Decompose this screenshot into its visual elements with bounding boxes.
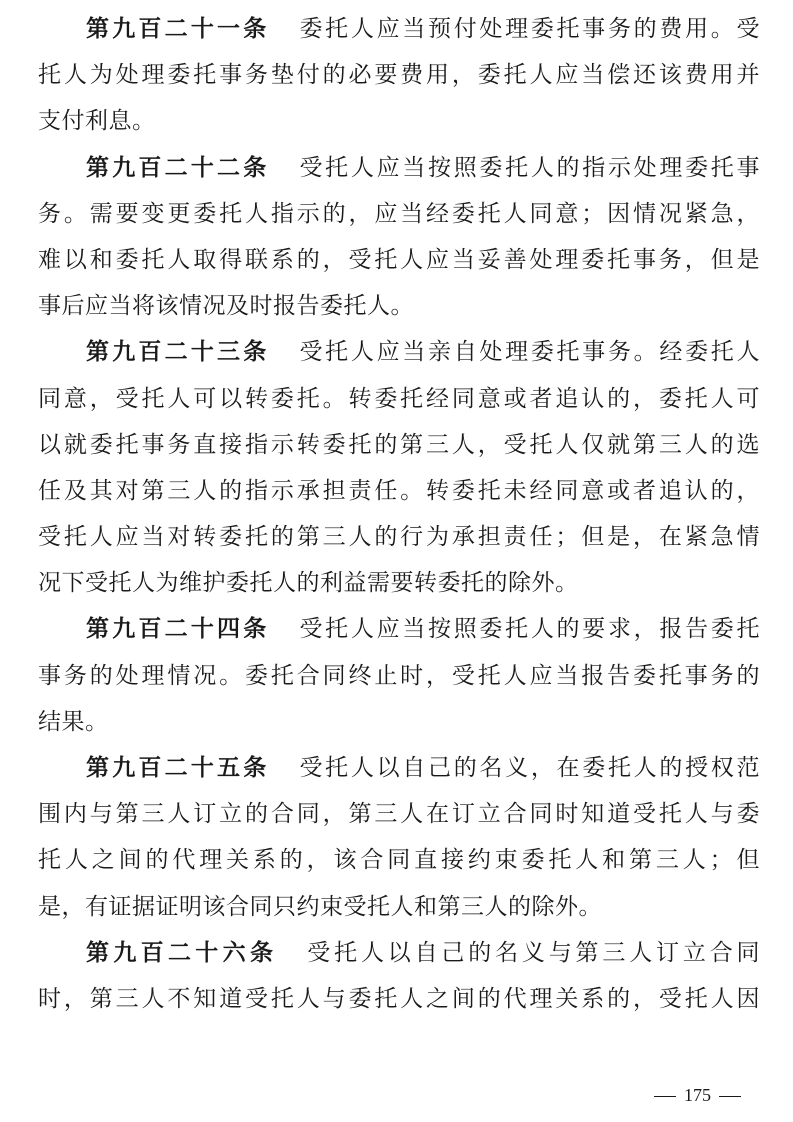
article-title: 第九百二十一条 xyxy=(86,16,270,42)
article-title: 第九百二十二条 xyxy=(86,154,270,181)
article-first-line xyxy=(38,6,760,52)
article-text-line: 任及其对第三人的指示承担责任。转委托未经同意或者追认的， xyxy=(38,477,760,504)
article-first-line xyxy=(38,606,760,652)
article-text: 受托人应当按照委托人的要求，报告委托 xyxy=(299,616,761,643)
article-text-line: 是，有证据证明该合同只约束受托人和第三人的除外。 xyxy=(38,893,602,920)
article-first-line xyxy=(38,930,760,976)
article-text-line: 事务的处理情况。委托合同终止时，受托人应当报告委托事务的 xyxy=(38,662,760,689)
page-number: 175 xyxy=(684,1085,711,1105)
article-text-line: 支付利息。 xyxy=(38,108,156,135)
article-text-line: 受托人应当对转委托的第三人的行为承担责任；但是，在紧急情 xyxy=(38,524,760,551)
article-text-line: 同意，受托人可以转委托。转委托经同意或者追认的，委托人可 xyxy=(38,385,760,412)
article-text-line: 难以和委托人取得联系的，受托人应当妥善处理委托事务，但是 xyxy=(38,246,760,273)
article-923 xyxy=(38,329,760,606)
article-first-line xyxy=(38,145,760,191)
article-text-line: 托人之间的代理关系的，该合同直接约束委托人和第三人；但 xyxy=(38,847,760,874)
article-text: 受托人应当亲自处理委托事务。经委托人 xyxy=(299,339,761,366)
article-925 xyxy=(38,745,760,930)
article-921 xyxy=(38,6,760,145)
article-922 xyxy=(38,145,760,330)
dash-left-divider xyxy=(654,1096,676,1097)
article-title: 第九百二十三条 xyxy=(86,339,270,366)
dash-right-divider xyxy=(719,1096,741,1097)
article-926 xyxy=(38,930,760,1022)
article-text-line: 以就委托事务直接指示转委托的第三人，受托人仅就第三人的选 xyxy=(38,431,760,458)
article-first-line xyxy=(38,745,760,791)
page-body xyxy=(38,6,760,1022)
article-title: 第九百二十五条 xyxy=(86,755,270,781)
page-footer xyxy=(646,1082,749,1109)
article-text-line: 务。需要变更委托人指示的，应当经委托人同意；因情况紧急， xyxy=(38,200,760,227)
article-title: 第九百二十六条 xyxy=(86,939,278,966)
article-text: 受托人以自己的名义，在委托人的授权范 xyxy=(299,755,761,781)
article-text: 委托人应当预付处理委托事务的费用。受 xyxy=(299,16,761,42)
article-text-line: 围内与第三人订立的合同，第三人在订立合同时知道受托人与委 xyxy=(38,801,760,828)
article-text: 受托人以自己的名义与第三人订立合同 xyxy=(307,939,761,966)
article-first-line xyxy=(38,329,760,375)
article-text-line: 况下受托人为维护委托人的利益需要转委托的除外。 xyxy=(38,570,579,597)
article-924 xyxy=(38,606,760,745)
article-title: 第九百二十四条 xyxy=(86,616,270,643)
article-text-line: 结果。 xyxy=(38,708,109,735)
article-text: 受托人应当按照委托人的指示处理委托事 xyxy=(299,154,761,181)
article-text-line: 时，第三人不知道受托人与委托人之间的代理关系的，受托人因 xyxy=(38,985,760,1012)
article-text-line: 事后应当将该情况及时报告委托人。 xyxy=(38,293,414,320)
article-text-line: 托人为处理委托事务垫付的必要费用，委托人应当偿还该费用并 xyxy=(38,62,760,89)
